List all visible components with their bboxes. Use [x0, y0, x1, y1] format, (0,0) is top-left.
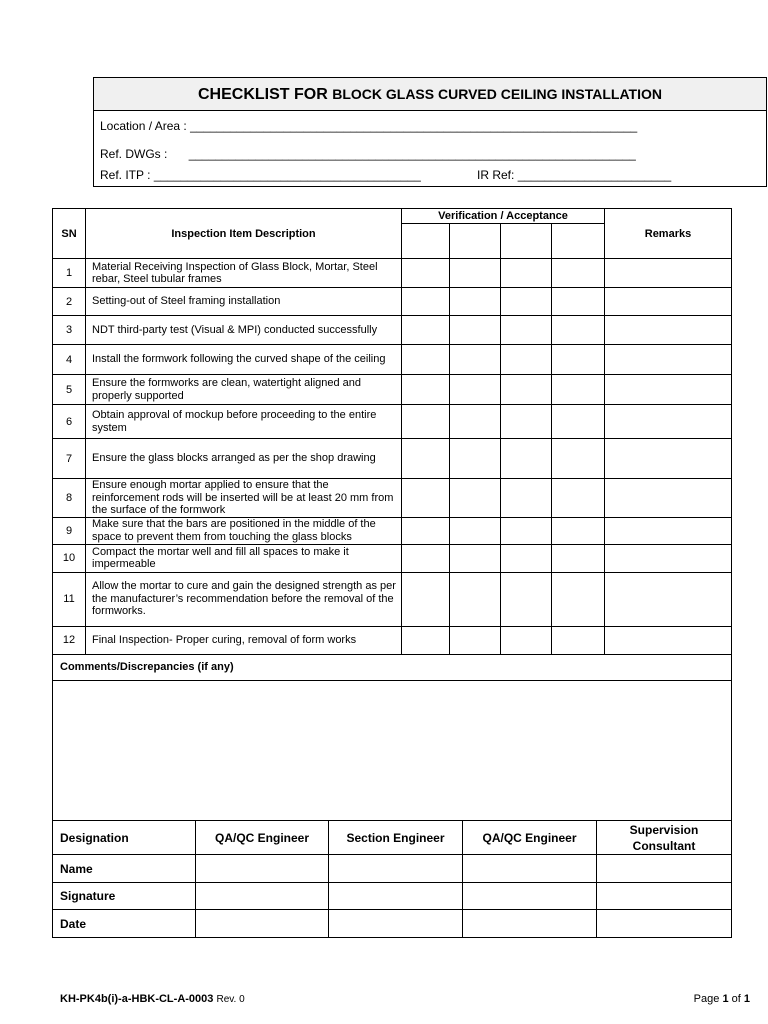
header-box [93, 77, 767, 187]
verification-cell[interactable] [552, 375, 605, 405]
verification-cell[interactable] [450, 345, 501, 375]
row-description: Material Receiving Inspection of Glass Block, Mortar, Steel rebar, Steel tubular frames [86, 259, 402, 288]
table-row [53, 259, 732, 288]
ir-line [477, 168, 671, 182]
page-label: Page [693, 993, 720, 1005]
header-sn: SN [53, 209, 86, 259]
verification-cell[interactable] [501, 626, 552, 654]
date-cell[interactable] [329, 910, 463, 938]
table-row [53, 375, 732, 405]
verification-cell[interactable] [450, 544, 501, 572]
row-description: Compact the mortar well and fill all spaces to make it impermeable [86, 544, 402, 572]
table-row [53, 626, 732, 654]
verification-cell[interactable] [402, 544, 450, 572]
remarks-cell[interactable] [605, 316, 732, 345]
dwgs-line [100, 147, 636, 161]
row-description: Ensure enough mortar applied to ensure that the reinforcement rods will be inserted will be at least 20 mm from the surface of the formwork [86, 479, 402, 518]
table-row [53, 405, 732, 439]
verification-cell[interactable] [501, 316, 552, 345]
remarks-cell[interactable] [605, 439, 732, 479]
table-row [53, 345, 732, 375]
table-row [53, 479, 732, 518]
location-label: Location / Area : [100, 119, 187, 133]
ir-label: IR Ref: [477, 168, 515, 182]
verification-cell[interactable] [402, 479, 450, 518]
sig-row-date [53, 910, 732, 938]
comments-area[interactable] [53, 680, 732, 820]
remarks-cell[interactable] [605, 517, 732, 544]
row-sn: 8 [53, 479, 86, 518]
row-sn: 6 [53, 405, 86, 439]
table-row [53, 517, 732, 544]
verification-cell[interactable] [450, 224, 501, 259]
name-cell[interactable] [329, 855, 463, 883]
verification-cell[interactable] [552, 288, 605, 316]
verification-cell[interactable] [552, 626, 605, 654]
title-sub: BLOCK GLASS CURVED CEILING INSTALLATION [332, 86, 662, 102]
remarks-cell[interactable] [605, 375, 732, 405]
verification-cell[interactable] [501, 375, 552, 405]
row-description: Install the formwork following the curved shape of the ceiling [86, 345, 402, 375]
doc-code: KH-PK4b(i)-a-HBK-CL-A-0003 [60, 993, 214, 1005]
location-field[interactable]: ___________________________________________________________________ [190, 119, 638, 133]
row-description: Obtain approval of mockup before proceeding to the entire system [86, 405, 402, 439]
verification-cell[interactable] [402, 572, 450, 626]
signature-cell[interactable] [329, 883, 463, 910]
verification-cell[interactable] [501, 259, 552, 288]
date-cell[interactable] [196, 910, 329, 938]
itp-field[interactable]: ________________________________________ [153, 168, 421, 182]
row-description: Ensure the glass blocks arranged as per the shop drawing [86, 439, 402, 479]
verification-cell[interactable] [552, 224, 605, 259]
page-current: 1 [722, 993, 729, 1005]
verification-cell[interactable] [552, 544, 605, 572]
table-row [53, 572, 732, 626]
date-cell[interactable] [597, 910, 732, 938]
signature-label: Signature [53, 883, 196, 910]
signature-cell[interactable] [463, 883, 597, 910]
row-description: Setting-out of Steel framing installation [86, 288, 402, 316]
row-sn: 11 [53, 572, 86, 626]
page-total: 1 [743, 993, 750, 1005]
row-sn: 9 [53, 517, 86, 544]
document-code [60, 993, 245, 1005]
itp-label: Ref. ITP : [100, 168, 151, 182]
verification-cell[interactable] [501, 288, 552, 316]
inspection-table [52, 208, 732, 821]
verification-cell[interactable] [552, 345, 605, 375]
remarks-cell[interactable] [605, 626, 732, 654]
verification-cell[interactable] [501, 224, 552, 259]
row-sn: 3 [53, 316, 86, 345]
verification-cell[interactable] [501, 517, 552, 544]
verification-cell[interactable] [450, 405, 501, 439]
verification-cell[interactable] [501, 345, 552, 375]
header-remarks: Remarks [605, 209, 732, 259]
col-supervision-consultant: Supervision Consultant [597, 821, 732, 855]
verification-cell[interactable] [450, 517, 501, 544]
verification-cell[interactable] [501, 479, 552, 518]
verification-cell[interactable] [450, 626, 501, 654]
verification-cell[interactable] [552, 259, 605, 288]
verification-cell[interactable] [552, 405, 605, 439]
col-section-engineer: Section Engineer [329, 821, 463, 855]
row-description: Make sure that the bars are positioned in the middle of the space to prevent them from touching the glass blocks [86, 517, 402, 544]
verification-cell[interactable] [402, 517, 450, 544]
verification-cell[interactable] [501, 544, 552, 572]
verification-cell[interactable] [450, 316, 501, 345]
name-label: Name [53, 855, 196, 883]
row-sn: 1 [53, 259, 86, 288]
signature-table [52, 820, 732, 938]
verification-cell[interactable] [450, 288, 501, 316]
verification-cell[interactable] [552, 479, 605, 518]
remarks-cell[interactable] [605, 259, 732, 288]
remarks-cell[interactable] [605, 288, 732, 316]
verification-cell[interactable] [450, 479, 501, 518]
table-row [53, 544, 732, 572]
ir-field[interactable]: _______________________ [517, 168, 672, 182]
verification-cell[interactable] [501, 439, 552, 479]
header-description: Inspection Item Description [86, 209, 402, 259]
remarks-cell[interactable] [605, 345, 732, 375]
verification-cell[interactable] [402, 224, 450, 259]
dwgs-label: Ref. DWGs : [100, 147, 168, 161]
verification-cell[interactable] [501, 572, 552, 626]
verification-cell[interactable] [402, 288, 450, 316]
page-of: of [731, 993, 741, 1005]
row-sn: 12 [53, 626, 86, 654]
verification-cell[interactable] [402, 259, 450, 288]
designation-label: Designation [53, 821, 196, 855]
row-sn: 5 [53, 375, 86, 405]
verification-cell[interactable] [450, 375, 501, 405]
itp-line [100, 168, 421, 182]
signature-cell[interactable] [196, 883, 329, 910]
verification-cell[interactable] [450, 572, 501, 626]
row-sn: 10 [53, 544, 86, 572]
name-cell[interactable] [196, 855, 329, 883]
sig-row-signature [53, 883, 732, 910]
date-label: Date [53, 910, 196, 938]
row-sn: 7 [53, 439, 86, 479]
verification-cell[interactable] [552, 517, 605, 544]
row-description: Final Inspection- Proper curing, removal of form works [86, 626, 402, 654]
verification-cell[interactable] [450, 259, 501, 288]
sig-row-name [53, 855, 732, 883]
location-line [100, 119, 637, 133]
comments-label: Comments/Discrepancies (if any) [53, 654, 732, 680]
table-row [53, 439, 732, 479]
verification-cell[interactable] [402, 405, 450, 439]
verification-cell[interactable] [450, 439, 501, 479]
verification-cell[interactable] [402, 439, 450, 479]
col-qaqc-engineer: QA/QC Engineer [196, 821, 329, 855]
verification-cell[interactable] [552, 572, 605, 626]
col-qaqc-engineer-2: QA/QC Engineer [463, 821, 597, 855]
verification-cell[interactable] [501, 405, 552, 439]
verification-cell[interactable] [402, 375, 450, 405]
verification-cell[interactable] [402, 345, 450, 375]
revision: Rev. 0 [216, 994, 245, 1005]
signature-cell[interactable] [597, 883, 732, 910]
remarks-cell[interactable] [605, 479, 732, 518]
table-row [53, 316, 732, 345]
title-main: CHECKLIST FOR [197, 86, 328, 103]
dwgs-field[interactable]: ___________________________________________________________________ [188, 147, 636, 161]
verification-cell[interactable] [402, 316, 450, 345]
verification-cell[interactable] [552, 316, 605, 345]
row-sn: 2 [53, 288, 86, 316]
date-cell[interactable] [463, 910, 597, 938]
row-description: NDT third-party test (Visual & MPI) conducted successfully [86, 316, 402, 345]
table-row [53, 288, 732, 316]
row-description: Ensure the formworks are clean, watertight aligned and properly supported [86, 375, 402, 405]
remarks-cell[interactable] [605, 544, 732, 572]
name-cell[interactable] [597, 855, 732, 883]
page-number [694, 993, 750, 1005]
remarks-cell[interactable] [605, 405, 732, 439]
verification-cell[interactable] [402, 626, 450, 654]
checklist-title [94, 78, 766, 111]
verification-cell[interactable] [552, 439, 605, 479]
header-verification: Verification / Acceptance [402, 209, 605, 224]
row-description: Allow the mortar to cure and gain the designed strength as per the manufacturer’s recommendation before the removal of the formworks. [86, 572, 402, 626]
name-cell[interactable] [463, 855, 597, 883]
row-sn: 4 [53, 345, 86, 375]
remarks-cell[interactable] [605, 572, 732, 626]
